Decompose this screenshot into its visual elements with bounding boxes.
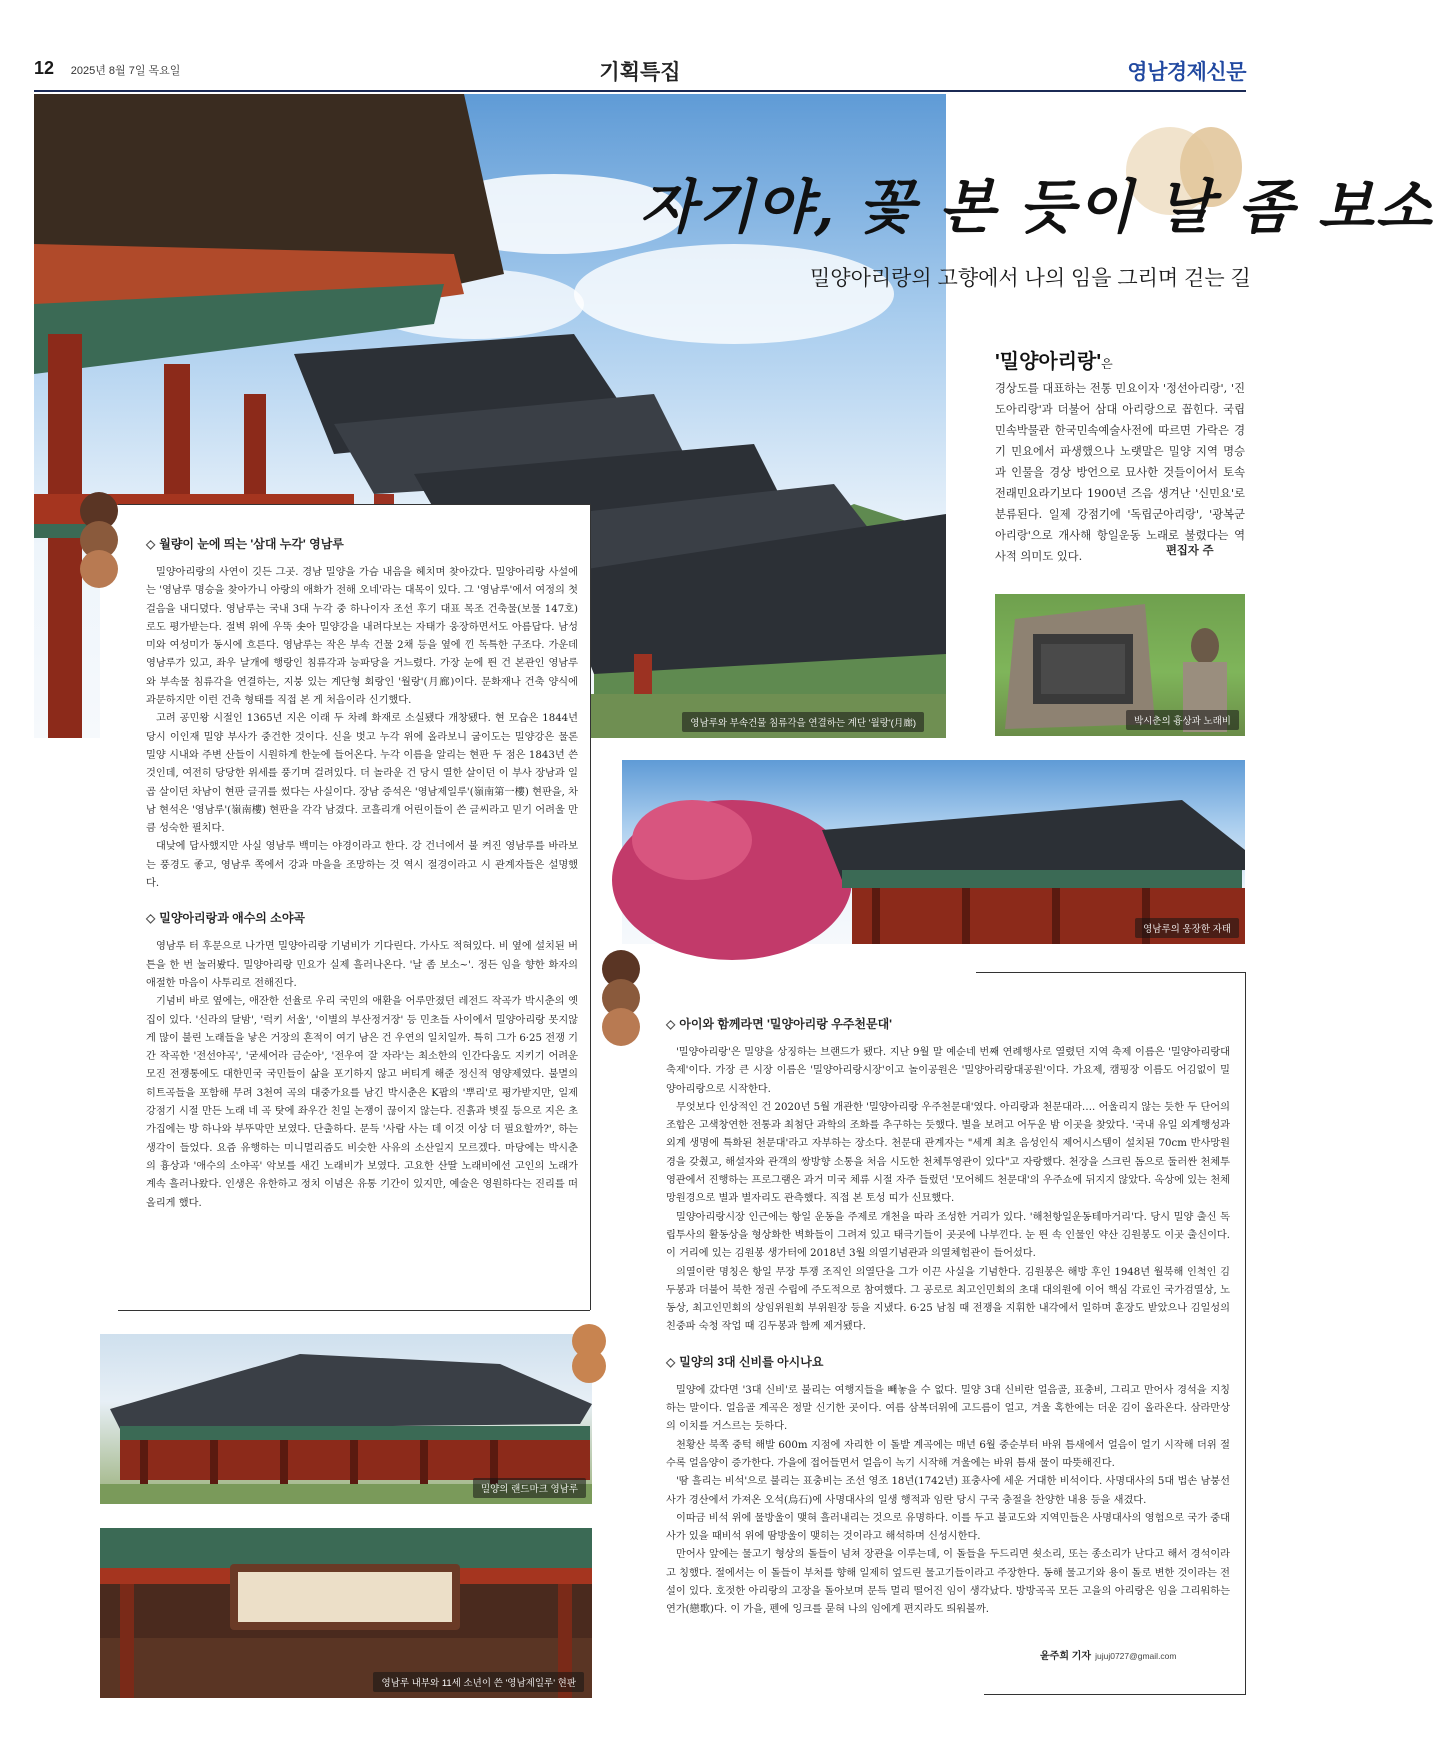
intro-heading bbox=[995, 345, 1113, 374]
intro-heading-text: '밀양아리랑' bbox=[995, 351, 1102, 373]
left-decor-dots bbox=[80, 492, 118, 579]
section-heading-text: 밀양아리랑과 애수의 소야곡 bbox=[159, 911, 306, 926]
monument-caption: 박시춘의 흉상과 노래비 bbox=[1126, 710, 1239, 730]
hero-caption: 영남루와 부속건물 침류각을 연결하는 계단 '월랑'(月廊) bbox=[682, 712, 924, 732]
editor-note: 편집자 주 bbox=[1166, 543, 1214, 557]
pavilion-caption: 영남루의 웅장한 자태 bbox=[1135, 918, 1239, 938]
section-heading-text: 밀양의 3대 신비를 아시나요 bbox=[679, 1354, 824, 1369]
decor-dot bbox=[80, 550, 118, 588]
decor-dot bbox=[572, 1349, 606, 1383]
intro-heading-particle: 은 bbox=[1101, 357, 1113, 371]
landmark-caption: 밀양의 랜드마크 영남루 bbox=[473, 1478, 586, 1498]
pavilion-illustration bbox=[622, 760, 1245, 944]
intro-body: 경상도를 대표하는 전통 민요이자 '정선아리랑', '진도아리랑'과 더불어 삼대 아리랑으로 꼽힌다. 국립민속박물관 한국민속예술사전에 따르면 가락은 경기 민요에서 파생했으나 노랫말은 밀양 지역 명승과 인물을 경상 방언으로 묘사한 것들이어서 토속 전래민요라기보다 1900년 즈음 생겨난 '신민요'로 분류된다. 일제 강점기에 '독립군아리랑', '광복군 아리랑'으로 개사해 항일운동 노래로 불렸다는 역사적 의미도 있다. bbox=[995, 382, 1245, 563]
page-info bbox=[34, 58, 180, 79]
article-paragraph: 밀양에 갔다면 '3대 신비'로 불리는 여행지들을 빼놓을 수 없다. 밀양 3대 신비란 얼음골, 표충비, 그리고 만어사 경석을 지칭하는 말이다. 얼음골 계곡은 정말 신기한 곳이다. 여름 삼복더위에 고드름이 얼고, 겨울 혹한에는 더운 김이 올라온다. 삼라만상의 이치를 거스르는 듯하다. bbox=[666, 1384, 1230, 1433]
diamond-icon: ◇ bbox=[146, 537, 156, 551]
article-paragraph: 만어사 앞에는 물고기 형상의 돌들이 넘쳐 장관을 이루는데, 이 돌들을 두드리면 쇳소리, 또는 종소리가 난다고 해서 경석이라고 칭했다. 절에서는 이 돌들이 부처를 향해 일제히 엎드린 물고기들이라고 주장한다. 동해 물고기와 용이 돌로 변한 것이라는 전설이 있다. 호젓한 아리랑의 고장을 돌아보며 문득 멀리 떨어진 임이 생각났다. 방방곡곡 모든 고을의 아리랑은 임을 그리워하는 연가(戀歌)다. 이 가을, 펜에 잉크를 묻혀 나의 임에게 편지라도 띄워볼까. bbox=[666, 1549, 1230, 1616]
article-paragraph: 의열이란 명칭은 항일 무장 투쟁 조직인 의열단을 그가 이끈 사실을 기념한다. 김원봉은 해방 후인 1948년 월북해 인척인 김두봉과 더불어 북한 정권 수립에 주도적으로 참여했다. 그 공로로 최고인민회의 초대 대의원에 이어 핵심 각료인 국가검열상, 노동상, 최고인민회의 상임위원회 부위원장 등을 지냈다. 6·25 남침 때 전쟁을 지휘한 내각에서 일하며 훈장도 받았으나 김일성의 친중파 숙청 작업 때 김두봉과 함께 제거됐다. bbox=[666, 1266, 1230, 1333]
article-paragraph: 영남루 터 후문으로 나가면 밀양아리랑 기념비가 기다린다. 가사도 적혀있다. 비 옆에 설치된 버튼을 한 번 눌러봤다. 밀양아리랑 민요가 실제 흘러나온다. '날 좀 보소~'. 정든 임을 향한 화자의 애절한 마음이 사투리로 전해진다. bbox=[146, 941, 578, 989]
section-heading bbox=[146, 909, 578, 926]
article-paragraph: 무엇보다 인상적인 건 2020년 5월 개관한 '밀양아리랑 우주천문대'였다. 아리랑과 천문대라…. 어울리지 않는 듯한 두 단어의 조합은 고색창연한 전통과 최첨단 과학의 조화를 추구하는 듯했다. 별을 보려고 어두운 밤 이곳을 찾았다. '국내 유일 외계행성과 외계 생명에 특화된 천문대'라고 자부하는 장소다. 천문대 관계자는 "세계 최초 음성인식 제어시스템이 설치된 70cm 반사망원경을 갖췄고, 해설자와 관객의 쌍방향 소통을 처음 시도한 천체투영관이 있다"고 자랑했다. 천장을 스크린 돔으로 둘러싼 천체투영관에서 진행하는 프로그램은 과거 미국 체류 시절 자주 들렀던 '모어헤드 천문대'의 우주쇼에 뒤지지 않았다. 옥상에 있는 천체망원경으로 별과 별자리도 관측했다. 직접 본 토성 띠가 신묘했다. bbox=[666, 1101, 1230, 1205]
sub-title: 밀양아리랑의 고향에서 나의 임을 그리며 걷는 길 bbox=[810, 267, 1251, 290]
section-name: 기획특집 bbox=[599, 61, 681, 84]
left-article bbox=[100, 505, 590, 1213]
paper-logo: 영남경제신문 bbox=[1127, 61, 1246, 84]
reporter-name: 윤주희 기자 bbox=[1040, 1651, 1092, 1662]
article-paragraph: '땀 흘리는 비석'으로 불리는 표충비는 조선 영조 18년(1742년) 표충사에 세운 거대한 비석이다. 사명대사의 5대 법손 남붕선사가 경산에서 가져온 오석(烏石)에 사명대사의 일생 행적과 임란 당시 구국 충절을 찬양한 내용 등을 새겼다. bbox=[666, 1476, 1230, 1506]
right-article bbox=[616, 975, 1244, 1620]
diamond-icon: ◇ bbox=[146, 911, 156, 926]
article-paragraph: 밀양아리랑의 사연이 깃든 그곳. 경남 밀양을 가슴 내음을 헤치며 찾아갔다. 밀양아리랑 사설에는 '영남루 명승을 찾아가니 아랑의 애화가 전해 오네'라는 대목이 있다. 그 '영남루'에서 여정의 첫걸음을 내디뎠다. 영남루는 국내 3대 누각 중 하나이자 조선 후기 대표 목조 건축물(보물 147호)로도 평가받는다. 절벽 위에 우뚝 솟아 밀양강을 내려다보는 자태가 웅장하면서도 아름답다. 남성미와 여성미가 동시에 흐른다. 영남루는 작은 부속 건물 2채 등을 옆에 낀 독특한 구조다. 가운데 영남루가 있고, 좌우 날개에 행랑인 침류각과 능파당을 거느렸다. 가장 눈에 띈 건 본관인 영남루와 부속물 침류각을 연결하는, 지붕 있는 계단형 회랑인 '월랑'(月廊)이다. 문화재나 건축 양식에 과문하지만 이런 건축 형태를 직접 본 게 처음이라 신기했다. bbox=[146, 567, 578, 707]
issue-date: 2025년 8월 7일 목요일 bbox=[70, 65, 181, 77]
byline bbox=[1040, 1647, 1176, 1662]
article-paragraph: 기념비 바로 옆에는, 애잔한 선율로 우리 국민의 애환을 어루만졌던 레전드 작곡가 박시춘의 옛집이 있다. '신라의 달밤', '럭키 서울', '이별의 부산정거장' 등 민초들 사이에서 밀양아리랑 못지않게 많이 불린 노래들을 낳은 거장의 흔적이 여기 남은 건 우연의 일치일까. 특히 그가 6·25 전쟁 기간 작곡한 '전선야곡', '굳세어라 금순아', '전우여 잘 자라'는 최소한의 인간다움도 지키기 어려운 모진 전쟁통에도 대한민국 국민들이 삶을 포기하지 않고 버티게 해준 정신적 영양제였다. 불멸의 히트곡들을 포함해 무려 3천여 곡의 대중가요를 남긴 박시춘은 K팝의 '뿌리'로 평가받지만, 일제강점기 시절 만든 노래 네 곡 탓에 좌우간 친일 논쟁이 끊이지 않는다. 진흙과 볏짚 등으로 지은 초가집에는 방 하나와 부뚜막만 보였다. 단출하다. 문득 '사람 사는 데 이것 이상 더 필요할까?', 하는 생각이 들었다. 요즘 유행하는 미니멀리즘도 비슷한 사유의 소산일지 모르겠다. 마당에는 박시춘의 흉상과 '애수의 소야곡' 악보를 새긴 노래비가 보였다. 고요한 산딸 노래비에선 고인의 노래가 계속 흘러나왔다. 인생은 유한하고 정치 이념은 유통 기간이 있지만, 예술은 영원하다는 진리를 떠올리게 했다. bbox=[146, 996, 579, 1209]
landmark-photo bbox=[100, 1334, 592, 1504]
masthead bbox=[34, 46, 1246, 92]
section-heading-text: 아이와 함께라면 '밀양아리랑 우주천문대' bbox=[679, 1017, 893, 1031]
bottom-rule bbox=[984, 1694, 1246, 1695]
article-paragraph: 밀양아리랑시장 인근에는 항일 운동을 주제로 개천을 따라 조성한 거리가 있다. '해천항일운동테마거리'다. 당시 밀양 출신 독립투사의 활동상을 형상화한 벽화들이 그려져 있고 태극기들이 곳곳에 나부낀다. 눈 띈 속 인물인 약산 김원봉도 이곳 출신이다. 이 거리에 있는 김원봉 생가터에 2018년 3월 의열기념관과 의열체험관이 들어섰다. bbox=[666, 1211, 1230, 1260]
section-heading-text: 월량이 눈에 띄는 '삼대 누각' 영남루 bbox=[159, 537, 344, 551]
right-article-right-rule bbox=[1245, 972, 1246, 1694]
diamond-icon: ◇ bbox=[666, 1354, 676, 1369]
article-paragraph: '밀양아리랑'은 밀양을 상징하는 브랜드가 됐다. 지난 9월 말 예순네 번째 연례행사로 열렸던 지역 축제 이름은 '밀양아리랑대축제'이다. 가장 큰 시장 이름은 '밀양아리랑시장'이고 놀이공원은 '밀양아리랑대공원'이다. 가요제, 캠핑장 이름도 어김없이 밀양아리랑으로 시작한다. bbox=[666, 1047, 1230, 1095]
right-decor-dots bbox=[602, 950, 640, 1037]
page-number: 12 bbox=[34, 58, 55, 78]
section-heading bbox=[146, 535, 578, 552]
left-article-right-rule bbox=[590, 504, 591, 1310]
pavilion-photo bbox=[622, 760, 1245, 944]
article-paragraph: 천황산 북쪽 중턱 해발 600m 지점에 자리한 이 돌밭 계곡에는 매년 6월 중순부터 바위 틈새에서 얼음이 얼기 시작해 더위 절수록 얼음양이 증가한다. 가을에 접어들면서 얼음이 녹기 시작해 겨울에는 바위 틈새 물이 따뜻해진다. bbox=[666, 1439, 1230, 1469]
reporter-email: jujuj0727@gmail.com bbox=[1095, 1651, 1177, 1661]
left-article-bottom-rule bbox=[118, 1310, 590, 1311]
plaque-photo bbox=[100, 1528, 592, 1698]
diamond-icon: ◇ bbox=[666, 1017, 676, 1031]
article-paragraph: 이따금 비석 위에 물방울이 맺혀 흘러내리는 것으로 유명하다. 이를 두고 불교도와 지역민들은 사명대사의 영험으로 국가 중대사가 있을 때비석 위에 땀방울이 맺히는 것이라고 해석하며 신성시한다. bbox=[666, 1512, 1230, 1543]
plaque-caption: 영남루 내부와 11세 소년이 쓴 '영남제일루' 현판 bbox=[373, 1672, 584, 1692]
article-paragraph: 고려 공민왕 시절인 1365년 지은 이래 두 차례 화재로 소실됐다 개창됐다. 현 모습은 1844년 당시 이인재 밀양 부사가 중건한 것이다. 신을 벗고 누각 위에 올라보니 굽이도는 밀양강은 물론 밀양 시내와 주변 산들이 시원하게 한눈에 들어온다. 누각 이름을 알리는 현판 두 점은 1843년 쓴 것인데, 여전히 당당한 위세를 풍기며 걸려있다. 더 놀라운 건 당시 열한 살이던 이 부사 장남과 일곱 살이던 차남이 현판 글귀를 썼다는 사실이다. 장남 증석은 '영남제일루'(嶺南第一樓) 현판을, 차남 현석은 '영남루'(嶺南樓) 현판을 각각 남겼다. 코흘리개 어린이들이 쓴 글씨라고 믿기 어려울 만큼 성숙한 필치다. bbox=[146, 713, 578, 835]
monument-photo bbox=[995, 594, 1245, 736]
article-paragraph: 대낮에 답사했지만 사실 영남루 백미는 야경이라고 한다. 강 건너에서 불 켜진 영남루를 바라보는 풍경도 좋고, 영남루 쪽에서 강과 마을을 조망하는 것 역시 절경이라고 시 관계자들은 설명했다. bbox=[146, 841, 578, 890]
section-heading bbox=[666, 1015, 1230, 1032]
photo-decor-dots bbox=[572, 1324, 606, 1374]
section-heading bbox=[666, 1353, 1230, 1370]
right-article-top-rule bbox=[976, 972, 1246, 973]
main-title: 자기야, 꽃 본 듯이 날 좀 보소 bbox=[640, 173, 1434, 241]
decor-dot bbox=[602, 1008, 640, 1046]
